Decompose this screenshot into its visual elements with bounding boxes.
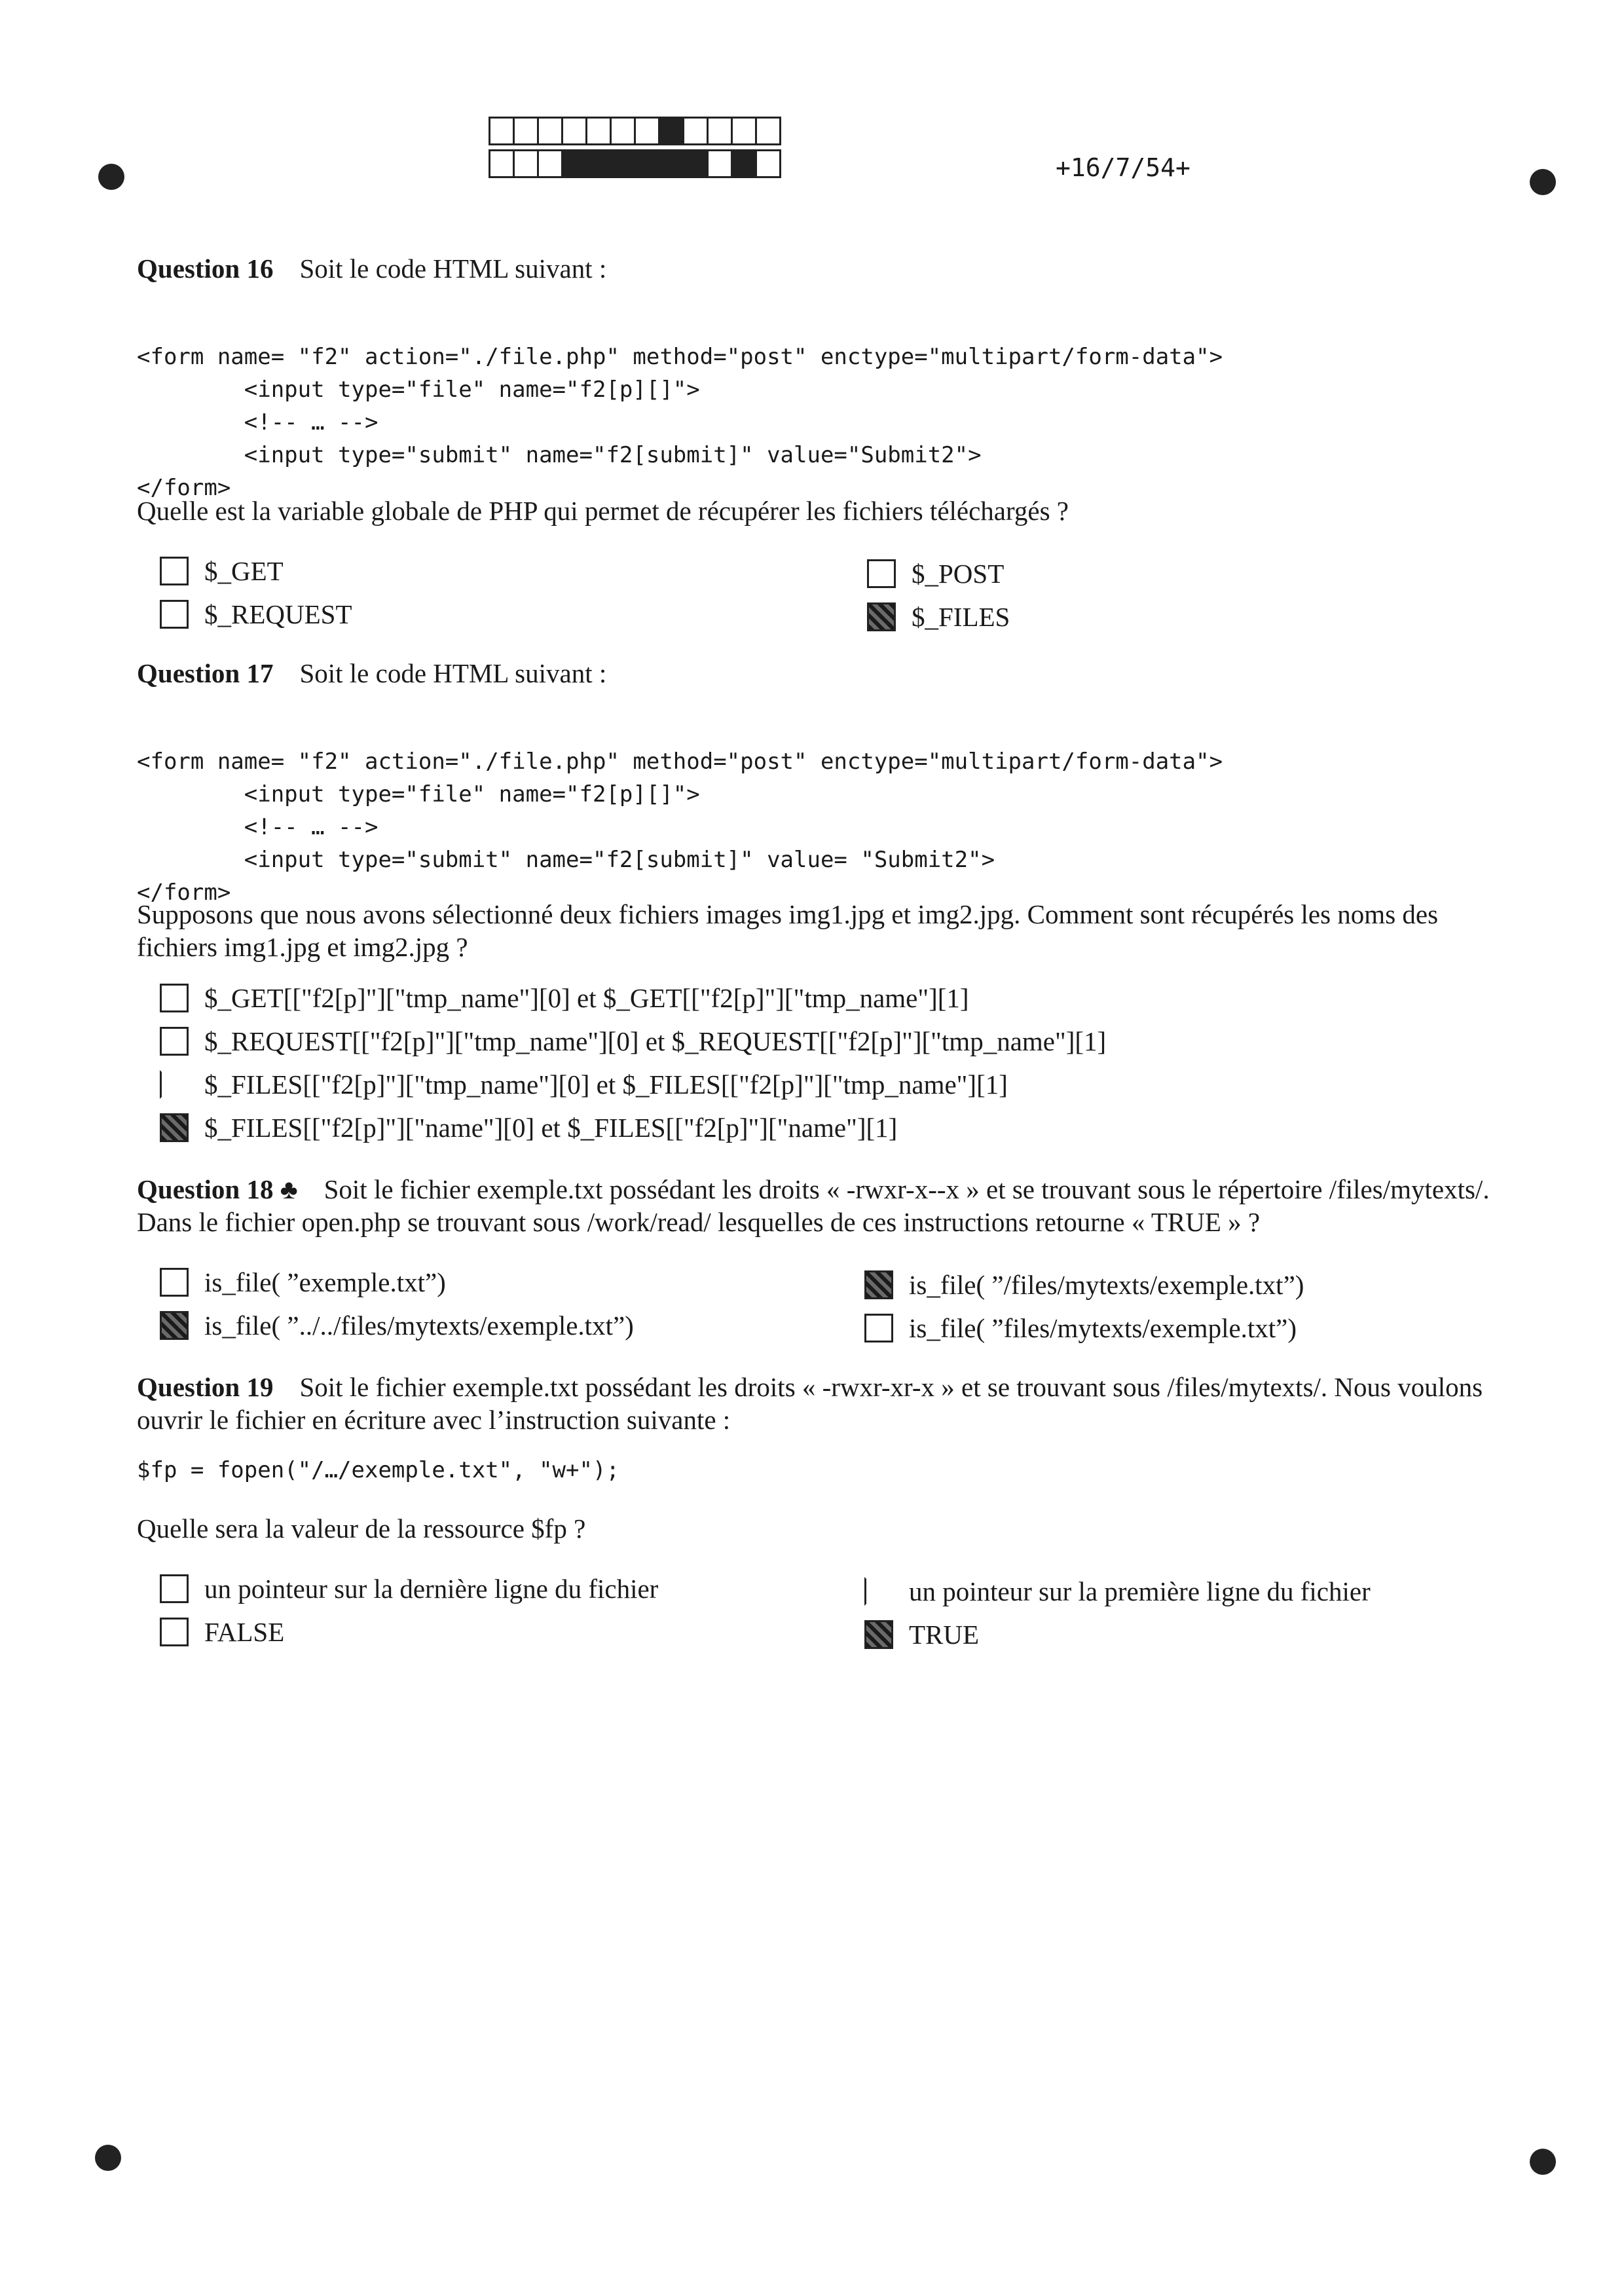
question-19-code: $fp = fopen("/…/exemple.txt", "w+"); (137, 1457, 619, 1483)
question-19-text: ouvrir le fichier en écriture avec l’instruction suivante : (137, 1405, 731, 1435)
option-label: $_REQUEST[["f2[p]"]["tmp_name"][0] et $_REQUEST[["f2[p]"]["tmp_name"][1] (204, 1026, 1107, 1056)
checkbox-checked[interactable] (160, 1113, 189, 1142)
question-16-header (137, 253, 606, 284)
code-line: <input type="submit" name="f2[submit]" value= "Submit2"> (137, 847, 995, 873)
option-label: $_POST (912, 559, 1005, 589)
option-label: $_GET[["f2[p]"]["tmp_name"][0] et $_GET[["f2[p]"]["tmp_name"][1] (204, 983, 969, 1013)
code-line: <!-- … --> (137, 409, 378, 435)
q18-option-1[interactable] (160, 1267, 446, 1298)
option-label: un pointeur sur la dernière ligne du fichier (204, 1574, 659, 1604)
question-18-text: Dans le fichier open.php se trouvant sous /work/read/ lesquelles de ces instructions retourne « TRUE » ? (137, 1207, 1261, 1237)
q19-option-3[interactable] (160, 1616, 284, 1648)
question-16-number: Question 16 (137, 253, 274, 284)
q17-option-2[interactable] (160, 1026, 1106, 1057)
option-label: $_FILES[["f2[p]"]["tmp_name"][0] et $_FILES[["f2[p]"]["tmp_name"][1] (204, 1069, 1008, 1100)
code-line: </form> (137, 475, 231, 501)
option-label: $_FILES[["f2[p]"]["name"][0] et $_FILES[["f2[p]"]["name"][1] (204, 1113, 898, 1143)
q16-option-files[interactable] (867, 601, 1010, 633)
question-17-text-line1: Supposons que nous avons sélectionné deux fichiers images img1.jpg et img2.jpg. Comment sont récupérés les noms des (137, 899, 1439, 929)
checkbox-erased[interactable] (160, 1070, 189, 1099)
checkbox[interactable] (160, 1268, 189, 1297)
checkbox[interactable] (160, 1027, 189, 1056)
question-17-header (137, 657, 606, 689)
q19-option-2[interactable] (864, 1576, 1371, 1607)
code-line: <!-- … --> (137, 814, 378, 840)
code-line: <input type="submit" name="f2[submit]" value="Submit2"> (137, 442, 982, 468)
checkbox[interactable] (160, 557, 189, 585)
option-label: is_file( ”files/mytexts/exemple.txt”) (909, 1313, 1297, 1343)
question-18-number: Question 18 ♣ (137, 1174, 298, 1204)
q16-option-get[interactable] (160, 555, 284, 587)
q18-option-4[interactable] (864, 1312, 1297, 1344)
registration-mark-bottom-left (95, 2145, 121, 2171)
question-19-question: Quelle sera la valeur de la ressource $fp ? (137, 1513, 586, 1544)
checkbox-erased[interactable] (864, 1577, 893, 1606)
question-17-text-line2: fichiers img1.jpg et img2.jpg ? (137, 932, 468, 962)
question-18-header (137, 1174, 1490, 1205)
code-line: <form name= "f2" action="./file.php" method="post" enctype="multipart/form-data"> (137, 344, 1223, 370)
option-label: FALSE (204, 1617, 285, 1647)
checkbox[interactable] (864, 1314, 893, 1342)
q18-option-3[interactable] (160, 1310, 634, 1341)
registration-mark-top-left (98, 164, 124, 190)
student-id-grid-top (489, 117, 779, 145)
student-id-grid-bottom (489, 149, 779, 178)
option-label: $_GET (204, 556, 284, 586)
checkbox[interactable] (867, 559, 896, 588)
checkbox-checked[interactable] (867, 602, 896, 631)
q18-option-2[interactable] (864, 1269, 1304, 1301)
q17-option-1[interactable] (160, 982, 969, 1014)
registration-mark-bottom-right (1530, 2149, 1556, 2175)
checkbox-checked[interactable] (160, 1311, 189, 1340)
question-16-text: Quelle est la variable globale de PHP qui permet de récupérer les fichiers téléchargés ? (137, 496, 1069, 526)
checkbox[interactable] (160, 1574, 189, 1603)
q17-option-4[interactable] (160, 1112, 897, 1143)
option-label: is_file( ”../../files/mytexts/exemple.txt”) (204, 1310, 634, 1341)
question-17-number: Question 17 (137, 658, 274, 688)
page-id: +16/7/54+ (1056, 153, 1190, 182)
option-label: un pointeur sur la première ligne du fichier (909, 1576, 1371, 1606)
code-line: <input type="file" name="f2[p][]"> (137, 781, 700, 807)
question-19-intro: Soit le fichier exemple.txt possédant les droits « -rwxr-xr-x » et se trouvant sous /files/mytexts/. Nous voulons (299, 1372, 1483, 1402)
checkbox[interactable] (160, 984, 189, 1012)
question-16-intro: Soit le code HTML suivant : (299, 253, 607, 284)
option-label: $_REQUEST (204, 599, 352, 629)
question-19-number: Question 19 (137, 1372, 274, 1402)
q16-option-request[interactable] (160, 599, 352, 630)
question-17-intro: Soit le code HTML suivant : (299, 658, 607, 688)
option-label: is_file( ”/files/mytexts/exemple.txt”) (909, 1270, 1304, 1300)
checkbox[interactable] (160, 1618, 189, 1646)
q17-option-3[interactable] (160, 1069, 1008, 1100)
checkbox[interactable] (160, 600, 189, 629)
code-line: <form name= "f2" action="./file.php" method="post" enctype="multipart/form-data"> (137, 749, 1223, 775)
option-label: TRUE (909, 1620, 980, 1650)
code-line: <input type="file" name="f2[p][]"> (137, 377, 700, 403)
q16-option-post[interactable] (867, 558, 1004, 589)
question-18-intro: Soit le fichier exemple.txt possédant les droits « -rwxr-x--x » et se trouvant sous le répertoire /files/mytexts/. (323, 1174, 1490, 1204)
checkbox-checked[interactable] (864, 1270, 893, 1299)
checkbox-checked[interactable] (864, 1620, 893, 1649)
option-label: is_file( ”exemple.txt”) (204, 1267, 446, 1297)
q19-option-4[interactable] (864, 1619, 979, 1650)
code-line: </form> (137, 880, 231, 906)
question-19-header (137, 1371, 1483, 1403)
q19-option-1[interactable] (160, 1573, 658, 1604)
registration-mark-top-right (1530, 169, 1556, 195)
option-label: $_FILES (912, 602, 1010, 632)
